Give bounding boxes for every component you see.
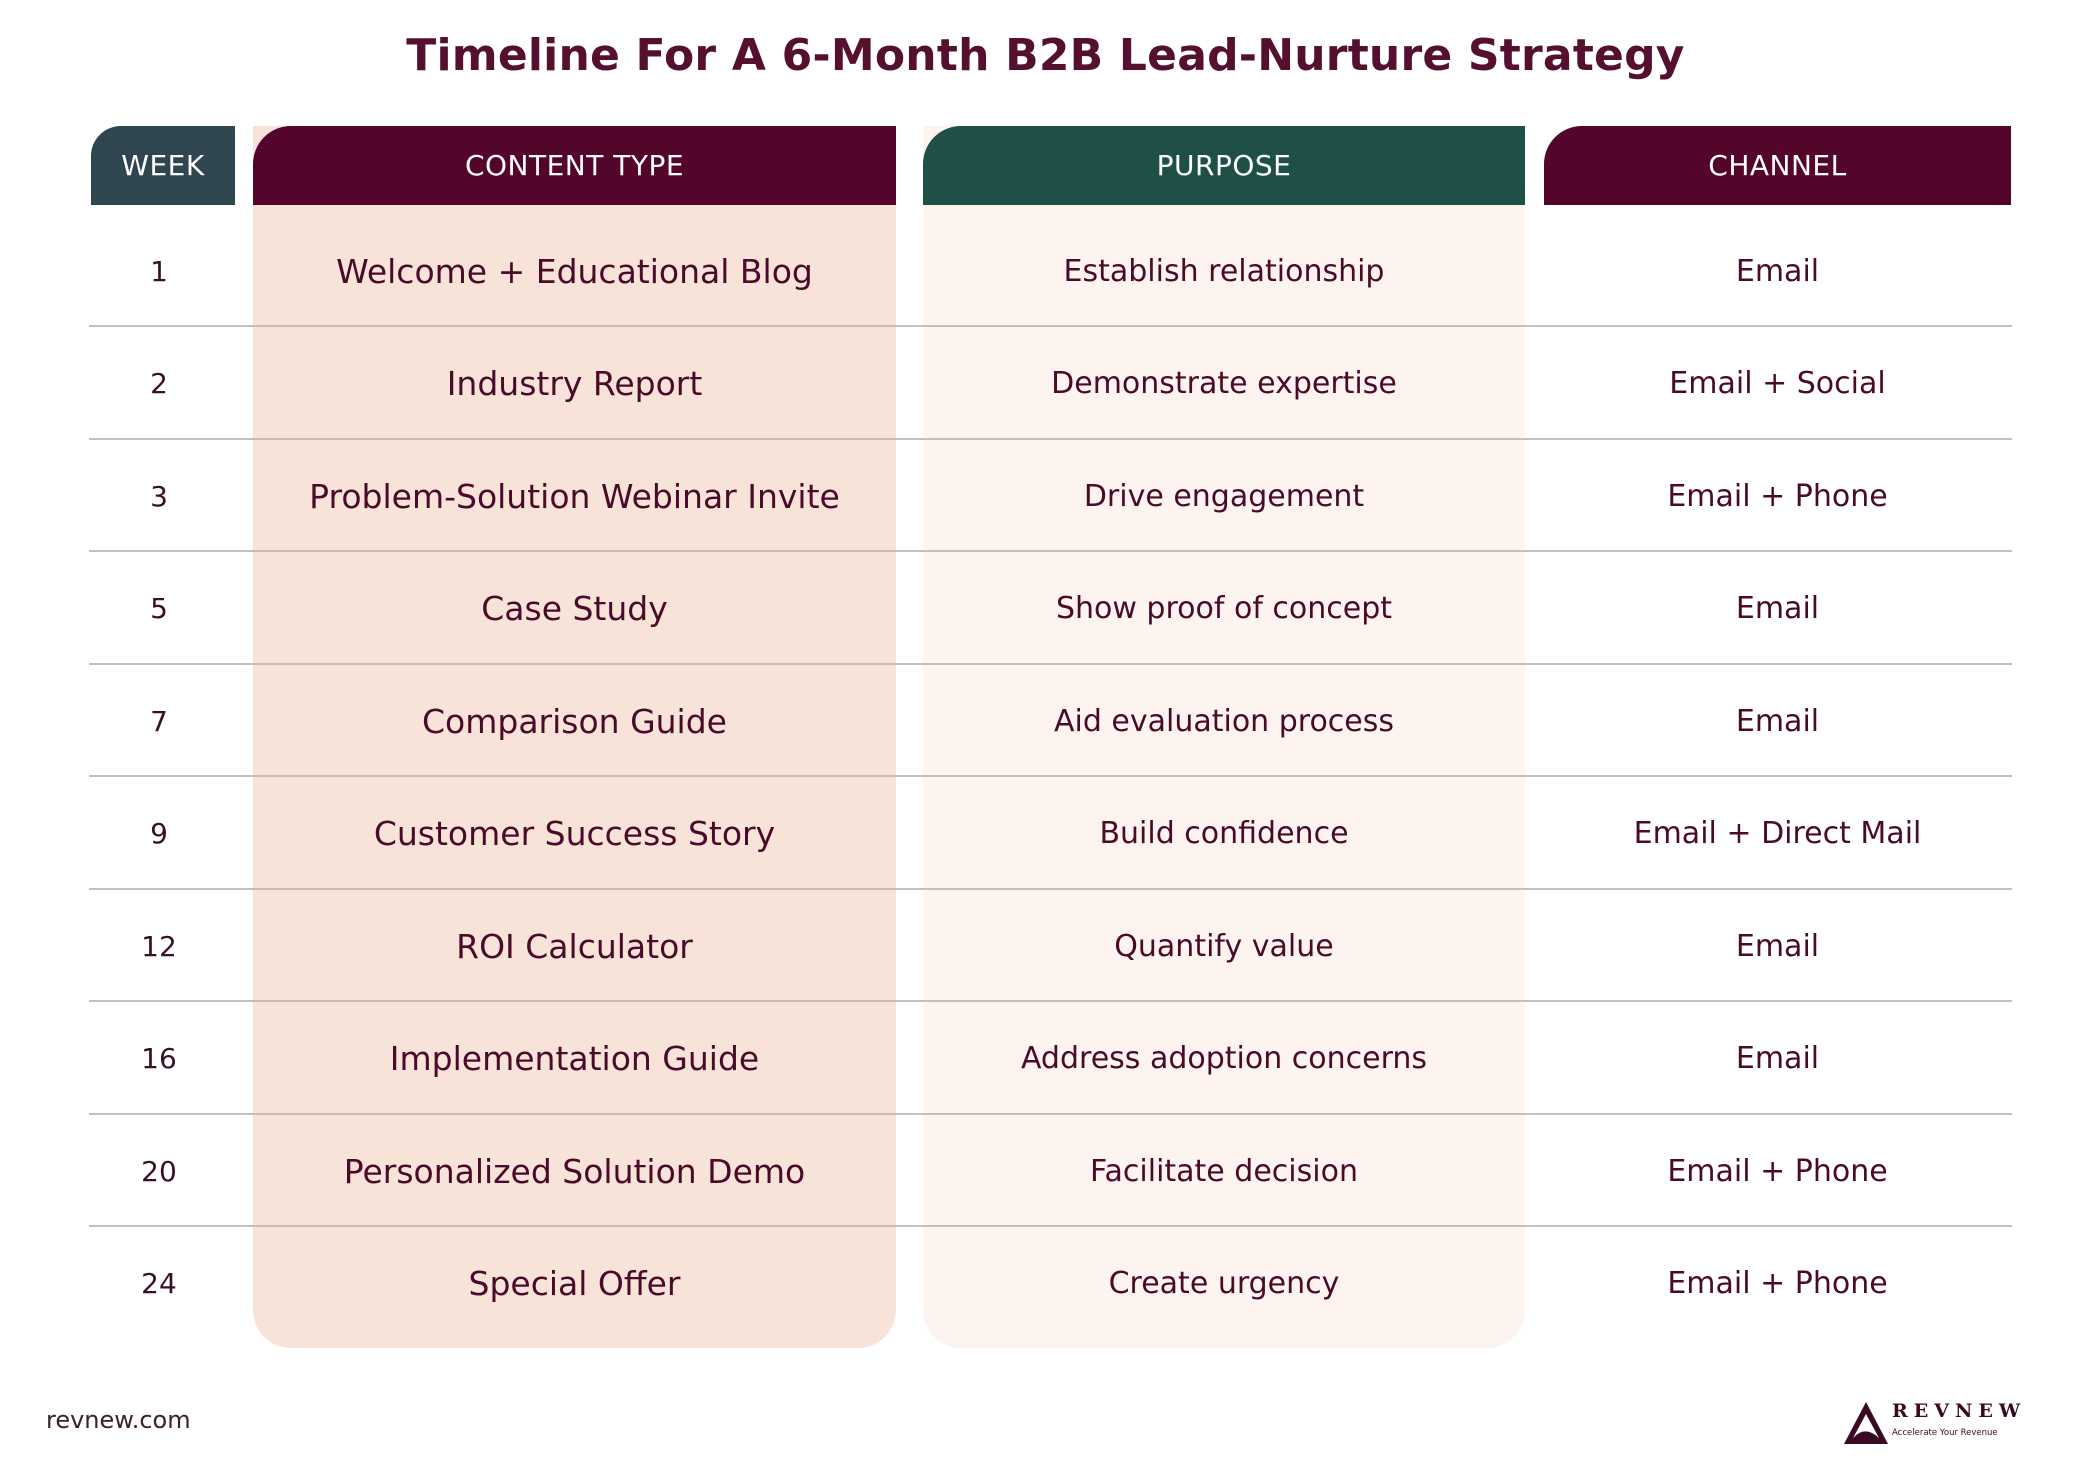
table-row (89, 1003, 2012, 1115)
purpose-cell: Aid evaluation process (1053, 703, 1395, 739)
week-cell: 24 (141, 1267, 177, 1300)
week-cell: 20 (141, 1154, 177, 1188)
channel-cell: Email + Phone (1667, 478, 1888, 514)
week-cell: 9 (150, 817, 168, 850)
purpose-cell: Create urgency (1108, 1266, 1340, 1301)
content-type-cell: Welcome + Educational Blog (336, 251, 813, 291)
purpose-cell: Drive engagement (1083, 478, 1365, 514)
header-week: WEEK (91, 126, 235, 205)
content-type-cell: ROI Calculator (456, 926, 693, 966)
purpose-cell: Quantify value (1114, 928, 1334, 964)
table-row (89, 553, 2012, 665)
table-row (89, 215, 2012, 327)
week-cell: 16 (141, 1042, 177, 1075)
table-row (89, 665, 2012, 777)
content-type-cell: Industry Report (446, 364, 703, 403)
content-type-cell: Implementation Guide (389, 1039, 760, 1078)
channel-cell: Email (1735, 253, 1820, 289)
week-cell: 12 (141, 929, 177, 963)
channel-cell: Email + Social (1669, 366, 1886, 401)
table-row (89, 1115, 2012, 1227)
purpose-cell: Establish relationship (1063, 253, 1385, 289)
week-cell: 2 (150, 367, 168, 400)
week-cell: 1 (150, 254, 168, 288)
content-type-cell: Special Offer (468, 1264, 681, 1303)
channel-cell: Email + Phone (1667, 1266, 1888, 1301)
channel-cell: Email + Phone (1667, 1153, 1888, 1189)
table-row (89, 890, 2012, 1002)
channel-cell: Email (1735, 928, 1820, 964)
content-type-cell: Problem-Solution Webinar Invite (309, 476, 840, 516)
purpose-cell: Facilitate decision (1090, 1153, 1358, 1189)
channel-cell: Email (1735, 1041, 1820, 1076)
content-type-cell: Case Study (481, 589, 668, 628)
purpose-cell: Show proof of concept (1055, 591, 1393, 626)
page-title: Timeline For A 6-Month B2B Lead-Nurture Strategy (406, 30, 1685, 81)
logo-wordmark: REVNEW (1892, 1400, 2027, 1422)
logo-tagline: Accelerate Your Revenue (1892, 1428, 1998, 1438)
week-cell: 7 (150, 704, 168, 738)
channel-cell: Email + Direct Mail (1633, 816, 1922, 851)
purpose-cell: Build confidence (1099, 816, 1349, 851)
content-type-cell: Personalized Solution Demo (343, 1151, 806, 1191)
purpose-cell: Address adoption concerns (1020, 1041, 1428, 1076)
purpose-cell: Demonstrate expertise (1051, 366, 1397, 401)
week-cell: 5 (150, 592, 168, 625)
triangle-logo-icon (1842, 1400, 1890, 1446)
table-row (89, 440, 2012, 552)
channel-cell: Email (1735, 703, 1820, 739)
table-row (89, 778, 2012, 890)
week-cell: 3 (150, 479, 168, 513)
content-type-cell: Comparison Guide (422, 701, 727, 741)
header-purpose: PURPOSE (923, 126, 1525, 205)
table-row (89, 328, 2012, 440)
header-content-type: CONTENT TYPE (253, 126, 896, 205)
content-type-cell: Customer Success Story (373, 814, 776, 853)
channel-cell: Email (1735, 591, 1820, 626)
table-row (89, 1228, 2012, 1340)
revnew-logo (1842, 1400, 2027, 1448)
footer-url[interactable]: revnew.com (46, 1406, 191, 1434)
header-channel: CHANNEL (1544, 126, 2011, 205)
